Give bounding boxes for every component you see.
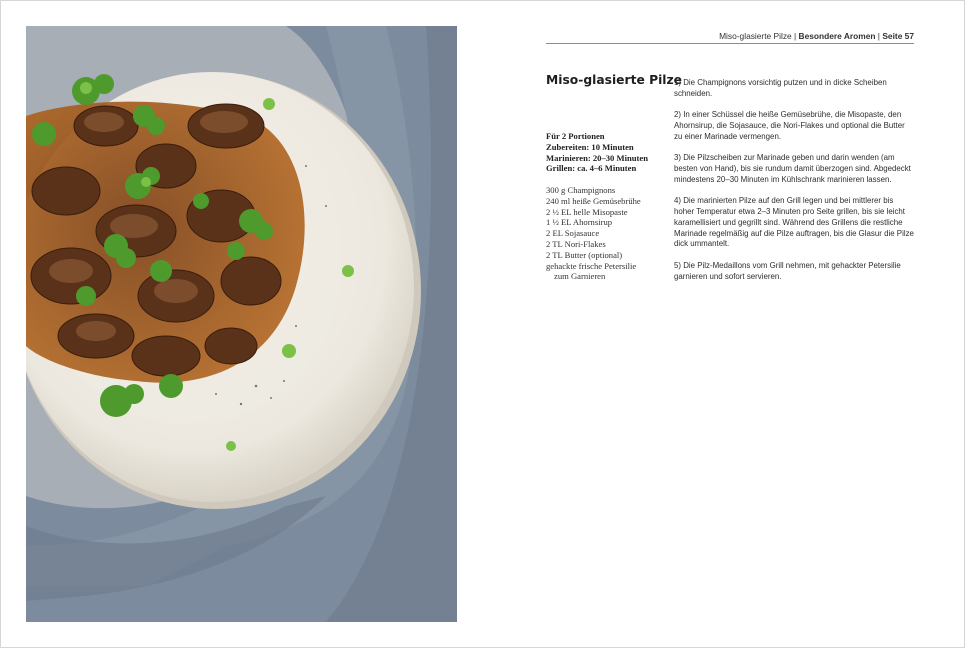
- marinate-time: Marinieren: 20–30 Minuten: [546, 152, 649, 163]
- ingredient-item: 1 ½ EL Ahornsirup: [546, 217, 613, 228]
- running-head-separator: |: [791, 31, 799, 41]
- recipe-photo: [26, 26, 457, 622]
- header-rule: [546, 43, 914, 44]
- recipe-title: Miso-glasierte Pilze: [546, 73, 683, 87]
- prep-time: Zubereiten: 10 Minuten: [546, 141, 634, 152]
- step-2: 2) In einer Schüssel die heiße Gemüsebrühe, die Misopaste, den Ahornsirup, die Sojasauce, die Nori-Flakes und optional die Butter zu einer Marinade vermengen.: [674, 110, 905, 141]
- step-3: 3) Die Pilzscheiben zur Marinade geben und darin wenden (am besten von Hand), bis sie rundum damit überzogen sind. Abgedeckt mindestens 20–30 Minuten im Kühlschrank marinieren lassen.: [674, 153, 911, 184]
- ingredient-item: 2 TL Butter (optional): [546, 249, 623, 260]
- servings: Für 2 Portionen: [546, 131, 605, 141]
- running-head-chapter: Miso-glasierte Pilze: [719, 31, 792, 41]
- step-5: 5) Die Pilz-Medaillons vom Grill nehmen, mit gehackter Petersilie garnieren und sofort servieren.: [674, 260, 901, 281]
- ingredient-list: [546, 185, 668, 282]
- step-4: 4) Die marinierten Pilze auf den Grill legen und bei mittlerer bis hoher Temperatur etwa 2–3 Minuten pro Seite grillen, bis sie leicht karamellisiert und gegrillt sind. Während des Grillens die restliche Marinade regelmäßig auf die Pilze auftragen, bis die Glasur die Pilze dick ummantelt.: [674, 196, 914, 249]
- dish-illustration: [26, 26, 457, 622]
- ingredient-item: 2 EL Sojasauce: [546, 228, 600, 239]
- ingredient-item: 240 ml heiße Gemüsebrühe: [546, 195, 641, 206]
- grill-time: Grillen: ca. 4–6 Minuten: [546, 163, 637, 174]
- ingredient-item: 2 ½ EL helle Misopaste: [546, 206, 628, 217]
- ingredient-item: 2 TL Nori-Flakes: [546, 238, 606, 249]
- step-1: 1) Die Champignons vorsichtig putzen und in dicke Scheiben schneiden.: [674, 78, 887, 98]
- running-head-section: Besondere Aromen: [798, 31, 876, 41]
- running-head: [546, 31, 914, 41]
- running-head-separator: |: [875, 31, 883, 41]
- running-head-page: Seite 57: [882, 31, 914, 41]
- ingredient-item: zum Garnieren: [554, 271, 606, 282]
- ingredient-item: gehackte frische Petersilie: [546, 260, 637, 271]
- method-steps: [674, 78, 914, 293]
- recipe-meta: [546, 131, 666, 174]
- ingredient-item: 300 g Champignons: [546, 185, 616, 195]
